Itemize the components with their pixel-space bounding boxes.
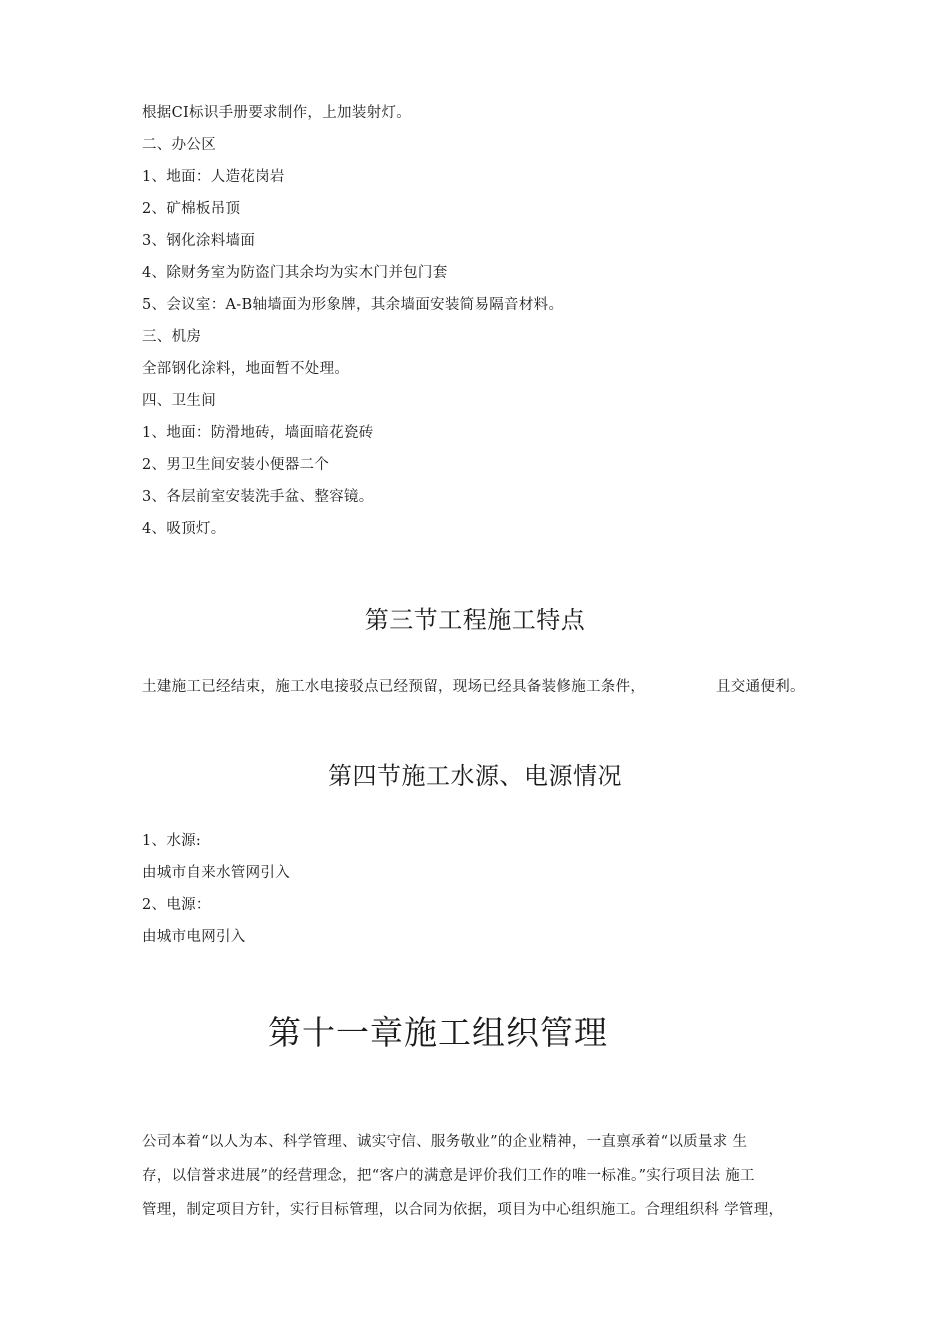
chapter-heading: 第十一章施工组织管理 [268, 1013, 608, 1052]
paragraph-line-tail: 且交通便利。 [716, 679, 805, 695]
list-item: 1、地面：人造花岗岩 [142, 169, 285, 185]
paragraph-line: 管理，制定项目方针，实行目标管理，以合同为依据，项目为中心组织施工。合理组织科 学管理， [142, 1202, 784, 1218]
paragraph-line: 存，以信誉求进展”的经营理念，把“客户的满意是评价我们工作的唯一标准。”实行项目法 施工 [142, 1168, 755, 1184]
subheading-machine-room: 三、机房 [142, 329, 202, 345]
subheading-office-area: 二、办公区 [142, 137, 216, 153]
paragraph-text: 土建施工已经结束，施工水电接驳点已经预留，现场已经具备装修施工条件， [142, 679, 646, 695]
subheading-restroom: 四、卫生间 [142, 393, 216, 409]
list-item: 3、钢化涂料墙面 [142, 233, 256, 249]
list-item: 5、会议室：A-B轴墙面为形象牌，其余墙面安装简易隔音材料。 [142, 297, 564, 313]
text-line: 由城市自来水管网引入 [142, 865, 290, 881]
text-line: 由城市电网引入 [142, 929, 246, 945]
section-heading: 第四节施工水源、电源情况 [328, 762, 622, 790]
section-heading: 第三节工程施工特点 [364, 606, 586, 634]
list-item: 4、除财务室为防盗门其余均为实木门并包门套 [142, 265, 448, 281]
paragraph-line [142, 677, 645, 697]
list-item: 2、男卫生间安装小便器二个 [142, 457, 330, 473]
list-item: 1、地面：防滑地砖，墙面暗花瓷砖 [142, 425, 374, 441]
text-line: 根据CI标识手册要求制作，上加装射灯。 [142, 105, 412, 121]
text-line: 全部钢化涂料，地面暂不处理。 [142, 361, 350, 377]
list-item: 2、矿棉板吊顶 [142, 201, 241, 217]
list-item: 1、水源: [142, 833, 202, 849]
list-item: 4、吸顶灯。 [142, 521, 226, 537]
paragraph-line: 公司本着“以人为本、科学管理、诚实守信、服务敬业”的企业精神，一直禀承着“以质量求 生 [142, 1134, 748, 1150]
list-item: 2、电源： [142, 897, 211, 913]
list-item: 3、各层前室安装洗手盆、整容镜。 [142, 489, 374, 505]
